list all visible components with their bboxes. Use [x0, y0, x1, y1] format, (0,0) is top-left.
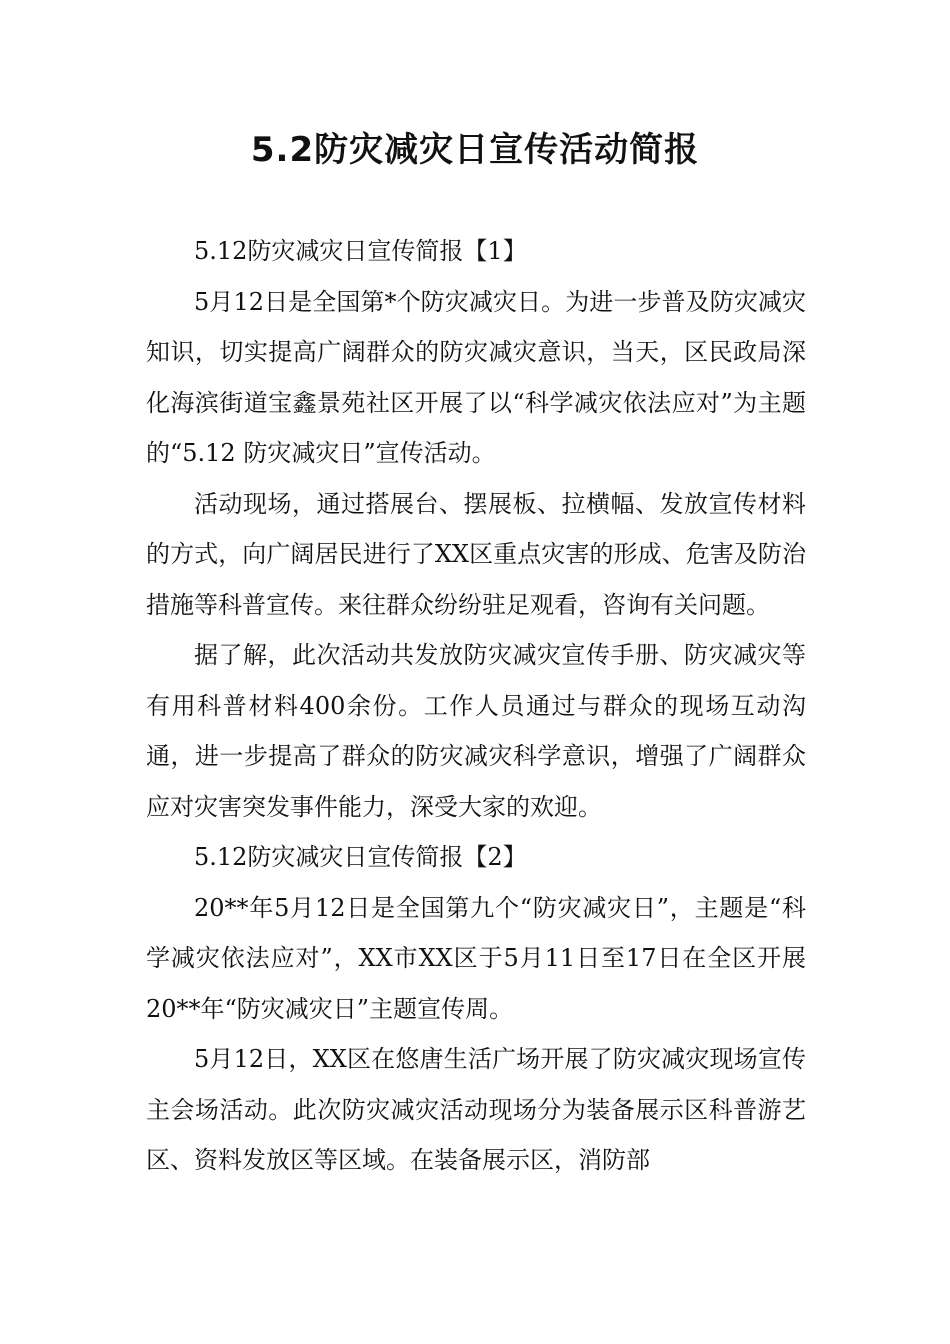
paragraph-1: 5月12日是全国第*个防灾减灾日。为进一步普及防灾减灾知识，切实提高广阔群众的防灾减灾意识，当天，区民政局深化海滨街道宝鑫景苑社区开展了以“科学减灾依法应对”为主题的“5.12 防灾减灾日”宣传活动。 [146, 287, 806, 467]
section-heading-2: 5.12防灾减灾日宣传简报【2】 [194, 843, 527, 871]
paragraph-4: 20**年5月12日是全国第九个“防灾减灾日”，主题是“科学减灾依法应对”，XX市XX区于5月11日至17日在全区开展20**年“防灾减灾日”主题宣传周。 [146, 893, 806, 1023]
paragraph-3: 据了解，此次活动共发放防灾减灾宣传手册、防灾减灾等有用科普材料400余份。工作人员通过与群众的现场互动沟通，进一步提高了群众的防灾减灾科学意识，增强了广阔群众应对灾害突发事件能力，深受大家的欢迎。 [146, 641, 806, 821]
section-heading-1: 5.12防灾减灾日宣传简报【1】 [194, 237, 527, 265]
document-title: 5.2防灾减灾日宣传活动简报 [250, 130, 700, 170]
paragraph-2: 活动现场，通过搭展台、摆展板、拉横幅、发放宣传材料的方式，向广阔居民进行了XX区重点灾害的形成、危害及防治措施等科普宣传。来往群众纷纷驻足观看，咨询有关问题。 [146, 489, 806, 619]
paragraph-5: 5月12日，XX区在悠唐生活广场开展了防灾减灾现场宣传主会场活动。此次防灾减灾活动现场分为装备展示区科普游艺区、资料发放区等区域。在装备展示区，消防部 [146, 1045, 806, 1174]
document-body [146, 226, 806, 1186]
